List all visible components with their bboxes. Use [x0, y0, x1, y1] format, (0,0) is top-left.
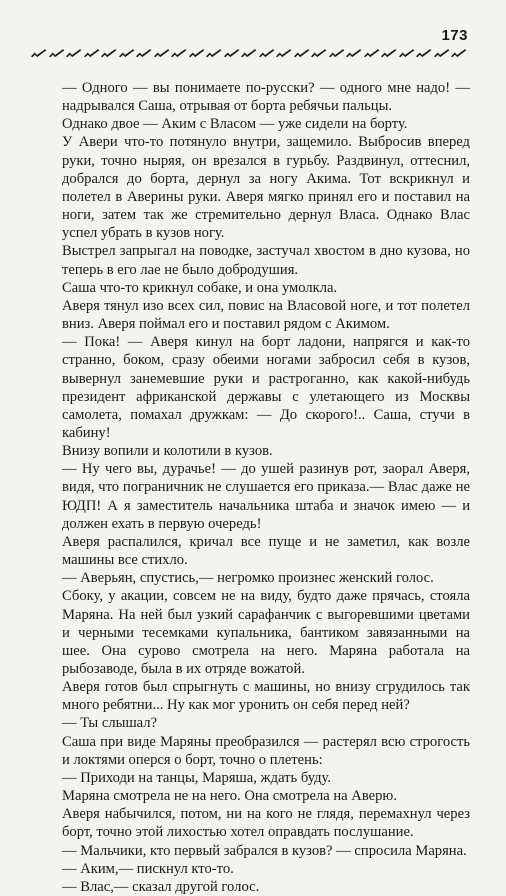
- ornament-mark: [135, 48, 153, 58]
- ornament-mark: [170, 48, 188, 58]
- ornament-mark: [48, 48, 66, 58]
- ornament-mark: [450, 48, 468, 58]
- ornament-mark: [380, 48, 398, 58]
- paragraph: — Приходи на танцы, Маряша, ждать буду.: [62, 769, 331, 786]
- body-text: [62, 79, 470, 896]
- ornament-mark: [100, 48, 118, 58]
- paragraph: — Аким,— пискнул кто-то.: [62, 860, 234, 877]
- ornament-mark: [118, 48, 136, 58]
- ornament-mark: [363, 48, 381, 58]
- ornament-mark: [188, 48, 206, 58]
- paragraph: Саша что-то крикнул собаке, и она умолкла.: [62, 279, 338, 296]
- paragraph: — Пока! — Аверя кинул на борт ладони, напрягся и как-то странно, боком, сразу обеими ногами забросил себя в кузов, вывернул занемевшие руки и растроганно, как какой-нибудь президент африканской державы с улетающего из Москвы самолета, помахал дружкам: — До скорого!.. Саша, стучи в кабину!: [62, 334, 470, 441]
- paragraph: Саша при виде Маряны преобразился — растерял всю строгость и локтями оперся о борт, точно о плетень:: [62, 733, 470, 768]
- paragraph: Внизу вопили и колотили в кузов.: [62, 443, 273, 460]
- paragraph: — Мальчики, кто первый забрался в кузов? — спросила Маряна.: [62, 842, 467, 859]
- ornament-border: [30, 47, 468, 59]
- paragraph: Аверя тянул изо всех сил, повис на Власовой ноге, и тот полетел вниз. Аверя поймал его и поставил рядом с Акимом.: [62, 297, 470, 333]
- ornament-mark: [310, 48, 328, 58]
- paragraph: — Аверьян, спустись,— негромко произнес женский голос.: [62, 570, 434, 587]
- ornament-mark: [293, 48, 311, 58]
- ornament-mark: [240, 48, 258, 58]
- paragraph: Выстрел запрыгал на поводке, застучал хвостом в дно кузова, но теперь в его лае не было добродушия.: [62, 243, 470, 278]
- ornament-mark: [223, 48, 241, 58]
- ornament-mark: [433, 48, 451, 58]
- ornament-mark: [83, 48, 101, 58]
- paragraph: У Авери что-то потянуло внутри, защемило. Выбросив вперед руки, точно ныряя, он врезался в гурьбу. Раздвинул, оттеснил, добрался до борта, дернул за ногу Акима. Тот вскрикнул и полетел в Аверины руки. Аверя мягко принял его и поставил на ноги, затем так же стремительно дернул Власа. Однако Влас успел убрать в кузов ногу.: [62, 134, 470, 242]
- ornament-mark: [328, 48, 346, 58]
- ornament-mark: [415, 48, 433, 58]
- ornament-mark: [258, 48, 276, 58]
- paragraph: Однако двое — Аким с Власом — уже сидели на борту.: [62, 116, 408, 133]
- paragraph: Маряна смотрела не на него. Она смотрела на Аверю.: [62, 788, 397, 805]
- paragraph: Аверя распалился, кричал все пуще и не заметил, как возле машины все стихло.: [62, 533, 470, 569]
- ornament-mark: [30, 48, 48, 58]
- ornament-mark: [345, 48, 363, 58]
- paragraph: Сбоку, у акации, совсем не на виду, будто даже прячась, стояла Маряна. На ней был узкий сарафанчик с выгоревшими цветами и черными тесемками купальника, бантиком завязанными на шее. Она сурово смотрела на него. Маряна работала на рыбозаводе, была в их отряде вожатой.: [62, 588, 470, 677]
- paragraph: — Влас,— сказал другой голос.: [62, 878, 260, 895]
- paragraph: Аверя набычился, потом, ни на кого не глядя, перемахнул через борт, точно этой лихостью хотел оправдать послушание.: [62, 806, 470, 841]
- paragraph: — Одного — вы понимаете по-русски? — одного мне надо! — надрывался Саша, отрывая от борта ребячьи пальцы.: [62, 80, 470, 115]
- ornament-mark: [398, 48, 416, 58]
- page-number: 173: [441, 27, 468, 44]
- ornament-mark: [275, 48, 293, 58]
- ornament-mark: [65, 48, 83, 58]
- paragraph: Аверя готов был спрыгнуть с машины, но внизу сгрудилось так много ребятни... Ну как мог уронить он себя перед ней?: [62, 679, 470, 714]
- paragraph: — Ты слышал?: [62, 715, 158, 732]
- ornament-mark: [153, 48, 171, 58]
- ornament-mark: [205, 48, 223, 58]
- paragraph: — Ну чего вы, дурачье! — до ушей разинув рот, заорал Аверя, видя, что пограничник не слушается его приказа.— Влас даже не ЮДП! А я заместитель начальника штаба и значок имею — и должен ехать в первую очередь!: [62, 461, 470, 532]
